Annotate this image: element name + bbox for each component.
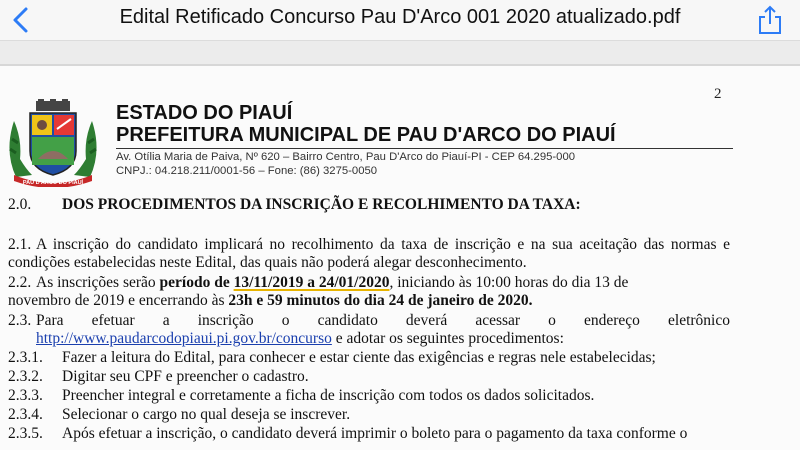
item-2-3-5-number: 2.3.5.	[8, 425, 43, 442]
item-2-3-2-text: Digitar seu CPF e preencher o cadastro.	[62, 368, 309, 385]
item-2-1-line2: condições estabelecidas neste Edital, das quais não poderá alegar desconhecimento.	[8, 254, 527, 271]
item-2-3-4-number: 2.3.4.	[8, 406, 43, 423]
item-2-2-line2: novembro de 2019 e encerrando às 23h e 59 minutos do dia 24 de janeiro de 2020.	[8, 292, 533, 309]
page-number: 2	[714, 86, 722, 102]
navigation-bar	[0, 0, 800, 41]
section-title: DOS PROCEDIMENTOS DA INSCRIÇÃO E RECOLHIMENTO DA TAXA:	[62, 196, 581, 213]
item-2-2-line1: As inscrições serão período de 13/11/2019 a 24/01/2020, iniciando às 10:00 horas do dia 13 de	[36, 274, 629, 291]
item-2-3-5-text: Após efetuar a inscrição, o candidato deverá imprimir o boleto para o pagamento da taxa conforme o	[62, 425, 688, 442]
period-dates: 13/11/2019 a 24/01/2020	[233, 274, 390, 291]
page-gap	[0, 41, 800, 65]
item-2-1-number: 2.1.	[8, 236, 32, 253]
item-2-3-3-number: 2.3.3.	[8, 387, 43, 404]
crest-label: PAU D'ARCO DO PIAUÍ	[22, 180, 84, 186]
item-2-3-line2: http://www.paudarcodopiaui.pi.gov.br/concurso e adotar os seguintes procedimentos:	[36, 330, 564, 347]
item-2-3-4-text: Selecionar o cargo no qual deseja se inscrever.	[62, 406, 351, 423]
item-2-2-number: 2.2.	[8, 274, 32, 291]
item-2-3-line1: Para efetuar a inscrição o candidato deverá acessar o endereço eletrônico	[36, 312, 730, 329]
header-state: ESTADO DO PIAUÍ	[116, 102, 293, 124]
item-2-3-1-number: 2.3.1.	[8, 349, 43, 366]
document-title: Edital Retificado Concurso Pau D'Arco 001 2020 atualizado.pdf	[119, 6, 681, 28]
header-prefecture: PREFEITURA MUNICIPAL DE PAU D'ARCO DO PIAUÍ	[116, 124, 616, 146]
item-2-3-2-number: 2.3.2.	[8, 368, 43, 385]
chevron-left-icon[interactable]	[6, 4, 38, 36]
item-2-3-1-text: Fazer a leitura do Edital, para conhecer e estar ciente das exigências e regras nele estabelecidas;	[62, 349, 656, 366]
item-2-1-line1: A inscrição do candidato implicará no recolhimento da taxa de inscrição e na sua aceitação das normas e	[36, 236, 730, 253]
header-divider	[116, 148, 733, 149]
header-cnpj: CNPJ.: 04.218.211/0001-56 – Fone: (86) 3275-0050	[116, 165, 378, 177]
item-2-3-3-text: Preencher integral e corretamente a ficha de inscrição com todos os dados solicitados.	[62, 387, 595, 404]
municipal-crest-icon	[2, 99, 104, 187]
item-2-3-number: 2.3.	[8, 312, 32, 329]
section-number: 2.0.	[8, 196, 32, 213]
header-address: Av. Otília Maria de Paiva, Nº 620 – Bairro Centro, Pau D'Arco do Piauí-PI - CEP 64.295-000	[116, 151, 576, 163]
concurso-link[interactable]: http://www.paudarcodopiaui.pi.gov.br/concurso	[36, 330, 332, 347]
share-icon[interactable]	[756, 5, 784, 35]
